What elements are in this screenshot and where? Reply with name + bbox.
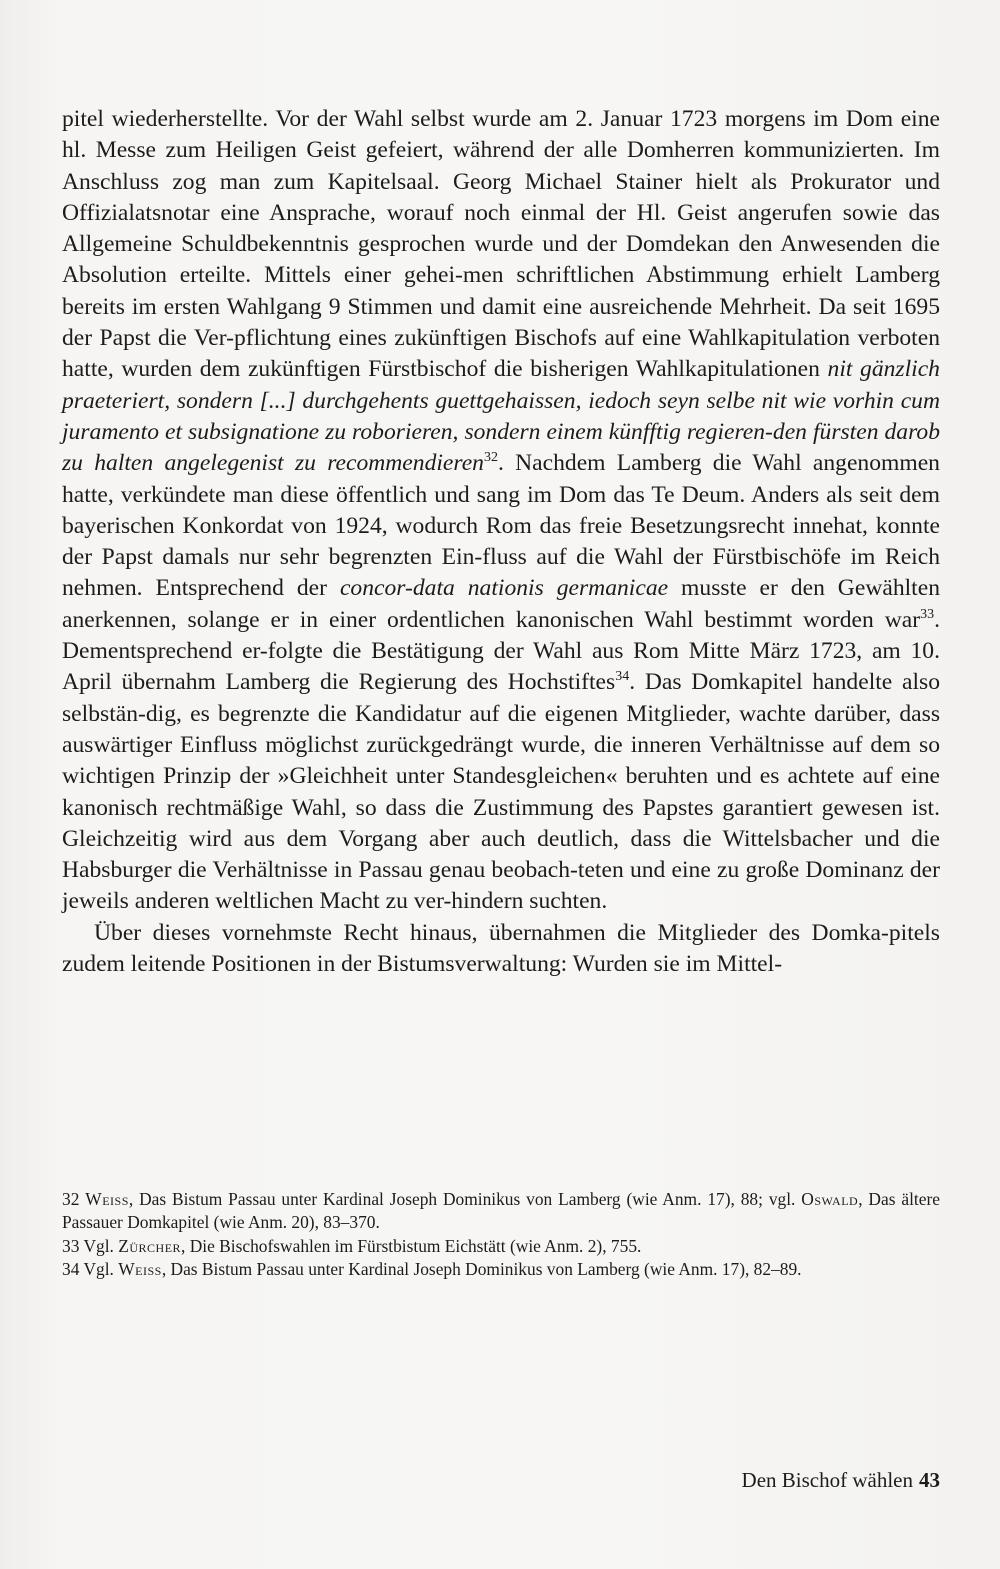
footnote-author: Zürcher xyxy=(118,1235,182,1256)
footnote-32 xyxy=(62,1188,940,1235)
latin-term-italic: concor-data nationis germanicae xyxy=(339,575,669,602)
footnote-prefix: Vgl. xyxy=(83,1235,119,1256)
footnotes xyxy=(62,1188,940,1282)
footnote-ref-34[interactable]: 34 xyxy=(615,669,630,685)
footnote-prefix: Vgl. xyxy=(83,1259,119,1280)
text-run: . Nachdem Lamberg die Wahl angenommen hatte, verkündete man diese öffentlich und sang im Dom das Te Deum. Anders als seit dem bayerischen Konkordat von 1924, wodurch Rom das freie Besetzungsrecht innehat, konnte der Papst damals nur sehr begrenzten Ein-fluss auf die Wahl der Fürstbischöfe im Reich nehmen. Entsprechend der xyxy=(62,450,940,602)
footnote-author: Weiss xyxy=(85,1189,129,1209)
footnote-33 xyxy=(62,1235,940,1258)
footnote-text: , Das ältere Passauer Domkapitel (wie Anm. 20), 83–370. xyxy=(62,1189,940,1233)
paragraph-2: Über dieses vornehmste Recht hinaus, übernahmen die Mitglieder des Domka-pitels zudem leitende Positionen in der Bistumsverwaltung: Wurden sie im Mittel- xyxy=(62,919,940,978)
footnote-number: 34 xyxy=(62,1259,80,1280)
footnote-ref-33[interactable]: 33 xyxy=(920,606,935,622)
page-number: 43 xyxy=(919,1468,940,1492)
quotation-italic: nit gänzlich praeteriert, sondern [...] durchgehents guettgehaissen, iedoch seyn selbe nit wie vorhin cum juramento et subsignatione zu roborieren, sondern einem künfftig regieren-den fürsten darob zu halten angelegenist zu recommendieren xyxy=(62,356,940,477)
footnote-number: 32 xyxy=(62,1189,80,1209)
footnote-author: Oswald xyxy=(801,1189,859,1209)
page-footer xyxy=(62,1466,940,1494)
footnote-text: , Das Bistum Passau unter Kardinal Joseph Dominikus von Lamberg (wie Anm. 17), 82–89. xyxy=(161,1259,802,1280)
text-run: musste er den Gewählten anerkennen, solange er in einer ordentlichen kanonischen Wahl bestimmt worden war xyxy=(62,575,941,633)
footnote-author: Weiss xyxy=(118,1259,162,1280)
text-run: . Dementsprechend er-folgte die Bestätigung der Wahl aus Rom Mitte März 1723, am 10. April übernahm Lamberg die Regierung des Hochstiftes xyxy=(62,606,940,696)
text-run: . Das Domkapitel handelte also selbstän-dig, es begrenzte die Kandidatur auf die eigenen Mitglieder, wachte darüber, dass auswärtiger Einfluss möglichst zurückgedrängt wurde, die inneren Verhältnisse auf dem so wichtigen Prinzip der »Gleichheit unter Standesgleichen« beruhten und es achtete auf eine kanonisch rechtmäßige Wahl, so dass die Zustimmung des Papstes garantiert gewesen ist. Gleichzeitig wird aus dem Vorgang aber auch deutlich, dass die Wittelsbacher und die Habsburger die Verhältnisse in Passau genau beobach-teten und eine zu große Dominanz der jeweils anderen weltlichen Macht zu ver-hindern suchten. xyxy=(62,669,940,915)
footnote-34 xyxy=(62,1258,940,1281)
footnote-ref-32[interactable]: 32 xyxy=(483,450,498,466)
footnote-text: , Das Bistum Passau unter Kardinal Joseph Dominikus von Lamberg (wie Anm. 17), 88; vgl. xyxy=(128,1189,802,1209)
footnote-text: , Die Bischofswahlen im Fürstbistum Eichstätt (wie Anm. 2), 755. xyxy=(181,1235,642,1256)
running-title: Den Bischof wählen xyxy=(741,1468,913,1492)
paragraph-1 xyxy=(62,104,940,918)
footnote-number: 33 xyxy=(62,1235,80,1256)
text-run: pitel wiederherstellte. Vor der Wahl selbst wurde am 2. Januar 1723 morgens im Dom eine hl. Messe zum Heiligen Geist gefeiert, während der alle Domherren kommunizierten. Im Anschluss zog man zum Kapitelsaal. Georg Michael Stainer hielt als Prokurator und Offizialatsnotar eine Ansprache, worauf noch einmal der Hl. Geist angerufen sowie das Allgemeine Schuldbekenntnis gesprochen wurde und der Domdekan den Anwesenden die Absolution erteilte. Mittels einer gehei-men schriftlichen Abstimmung erhielt Lamberg bereits im ersten Wahlgang 9 Stimmen und damit eine ausreichende Mehrheit. Da seit 1695 der Papst die Ver-pflichtung eines zukünftigen Bischofs auf eine Wahlkapitulation verboten hatte, wurden dem zukünftigen Fürstbischof die bisherigen Wahlkapitulationen xyxy=(62,106,940,383)
main-text xyxy=(62,104,940,980)
